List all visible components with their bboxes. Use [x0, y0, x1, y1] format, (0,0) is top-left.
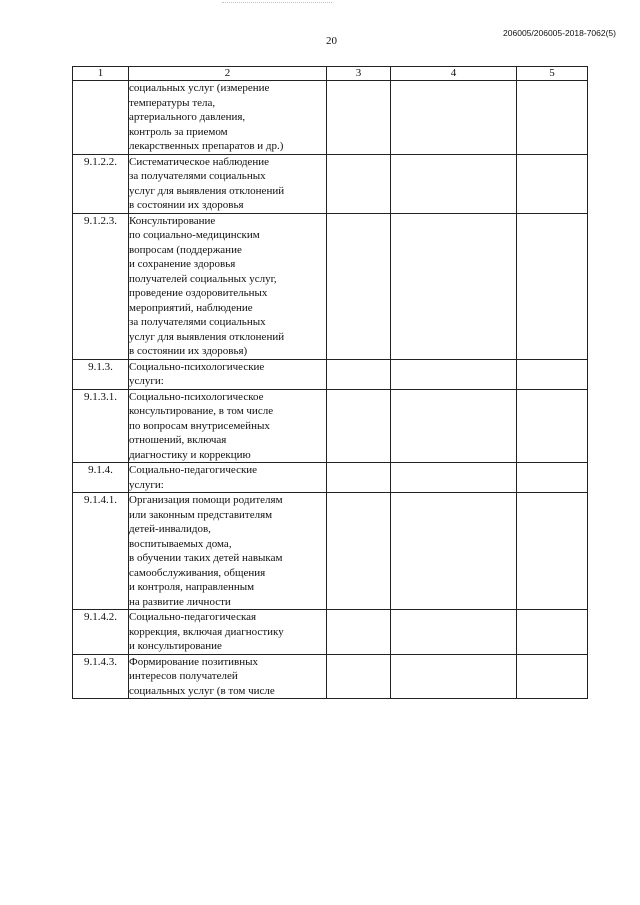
document-code: 206005/206005-2018-7062(5) — [503, 28, 616, 38]
table-row — [73, 463, 588, 493]
empty-cell — [517, 463, 588, 493]
column-number: 5 — [517, 67, 588, 81]
item-number: 9.1.4. — [73, 463, 129, 493]
item-number: 9.1.3.1. — [73, 389, 129, 463]
empty-cell — [391, 213, 517, 359]
table-row — [73, 654, 588, 699]
table-row — [73, 213, 588, 359]
item-number: 9.1.4.2. — [73, 610, 129, 655]
empty-cell — [391, 493, 517, 610]
empty-cell — [517, 359, 588, 389]
empty-cell — [517, 213, 588, 359]
column-numbers-row — [73, 67, 588, 81]
empty-cell — [391, 389, 517, 463]
table-row — [73, 493, 588, 610]
empty-cell — [327, 213, 391, 359]
table-row — [73, 81, 588, 155]
table-row — [73, 154, 588, 213]
empty-cell — [327, 359, 391, 389]
item-number: 9.1.2.2. — [73, 154, 129, 213]
item-description: Формирование позитивных интересов получателей социальных услуг (в том числе — [129, 654, 327, 699]
item-description: социальных услуг (измерение температуры тела, артериального давления, контроль за приемом лекарственных препаратов и др.) — [129, 81, 327, 155]
empty-cell — [517, 493, 588, 610]
empty-cell — [517, 154, 588, 213]
empty-cell — [391, 610, 517, 655]
item-description: Организация помощи родителям или законным представителям детей-инвалидов, воспитываемых дома, в обучении таких детей навыкам самообслуживания, общения и контроля, направленным на развитие личности — [129, 493, 327, 610]
page-number: 20 — [326, 35, 337, 47]
empty-cell — [391, 81, 517, 155]
column-number: 3 — [327, 67, 391, 81]
empty-cell — [517, 654, 588, 699]
item-description: Консультирование по социально-медицинским вопросам (поддержание и сохранение здоровья получателей социальных услуг, проведение оздоровительных мероприятий, наблюдение за получателями социальных услуг для выявления отклонений в состоянии их здоровья) — [129, 213, 327, 359]
table-row — [73, 389, 588, 463]
empty-cell — [517, 610, 588, 655]
empty-cell — [327, 154, 391, 213]
empty-cell — [391, 654, 517, 699]
item-number — [73, 81, 129, 155]
item-number: 9.1.4.3. — [73, 654, 129, 699]
item-description: Социально-психологические услуги: — [129, 359, 327, 389]
table-row — [73, 610, 588, 655]
column-number: 4 — [391, 67, 517, 81]
empty-cell — [391, 359, 517, 389]
item-description: Социально-педагогическая коррекция, включая диагностику и консультирование — [129, 610, 327, 655]
item-number: 9.1.2.3. — [73, 213, 129, 359]
column-number: 1 — [73, 67, 129, 81]
empty-cell — [327, 81, 391, 155]
empty-cell — [517, 81, 588, 155]
item-description: Социально-педагогические услуги: — [129, 463, 327, 493]
empty-cell — [327, 654, 391, 699]
empty-cell — [327, 610, 391, 655]
scan-artifact — [222, 2, 332, 5]
empty-cell — [391, 154, 517, 213]
item-number: 9.1.3. — [73, 359, 129, 389]
empty-cell — [517, 389, 588, 463]
empty-cell — [327, 389, 391, 463]
column-number: 2 — [129, 67, 327, 81]
item-number: 9.1.4.1. — [73, 493, 129, 610]
empty-cell — [391, 463, 517, 493]
services-table — [72, 66, 588, 699]
item-description: Систематическое наблюдение за получателями социальных услуг для выявления отклонений в состоянии их здоровья — [129, 154, 327, 213]
table-row — [73, 359, 588, 389]
empty-cell — [327, 493, 391, 610]
item-description: Социально-психологическое консультирование, в том числе по вопросам внутрисемейных отношений, включая диагностику и коррекцию — [129, 389, 327, 463]
empty-cell — [327, 463, 391, 493]
